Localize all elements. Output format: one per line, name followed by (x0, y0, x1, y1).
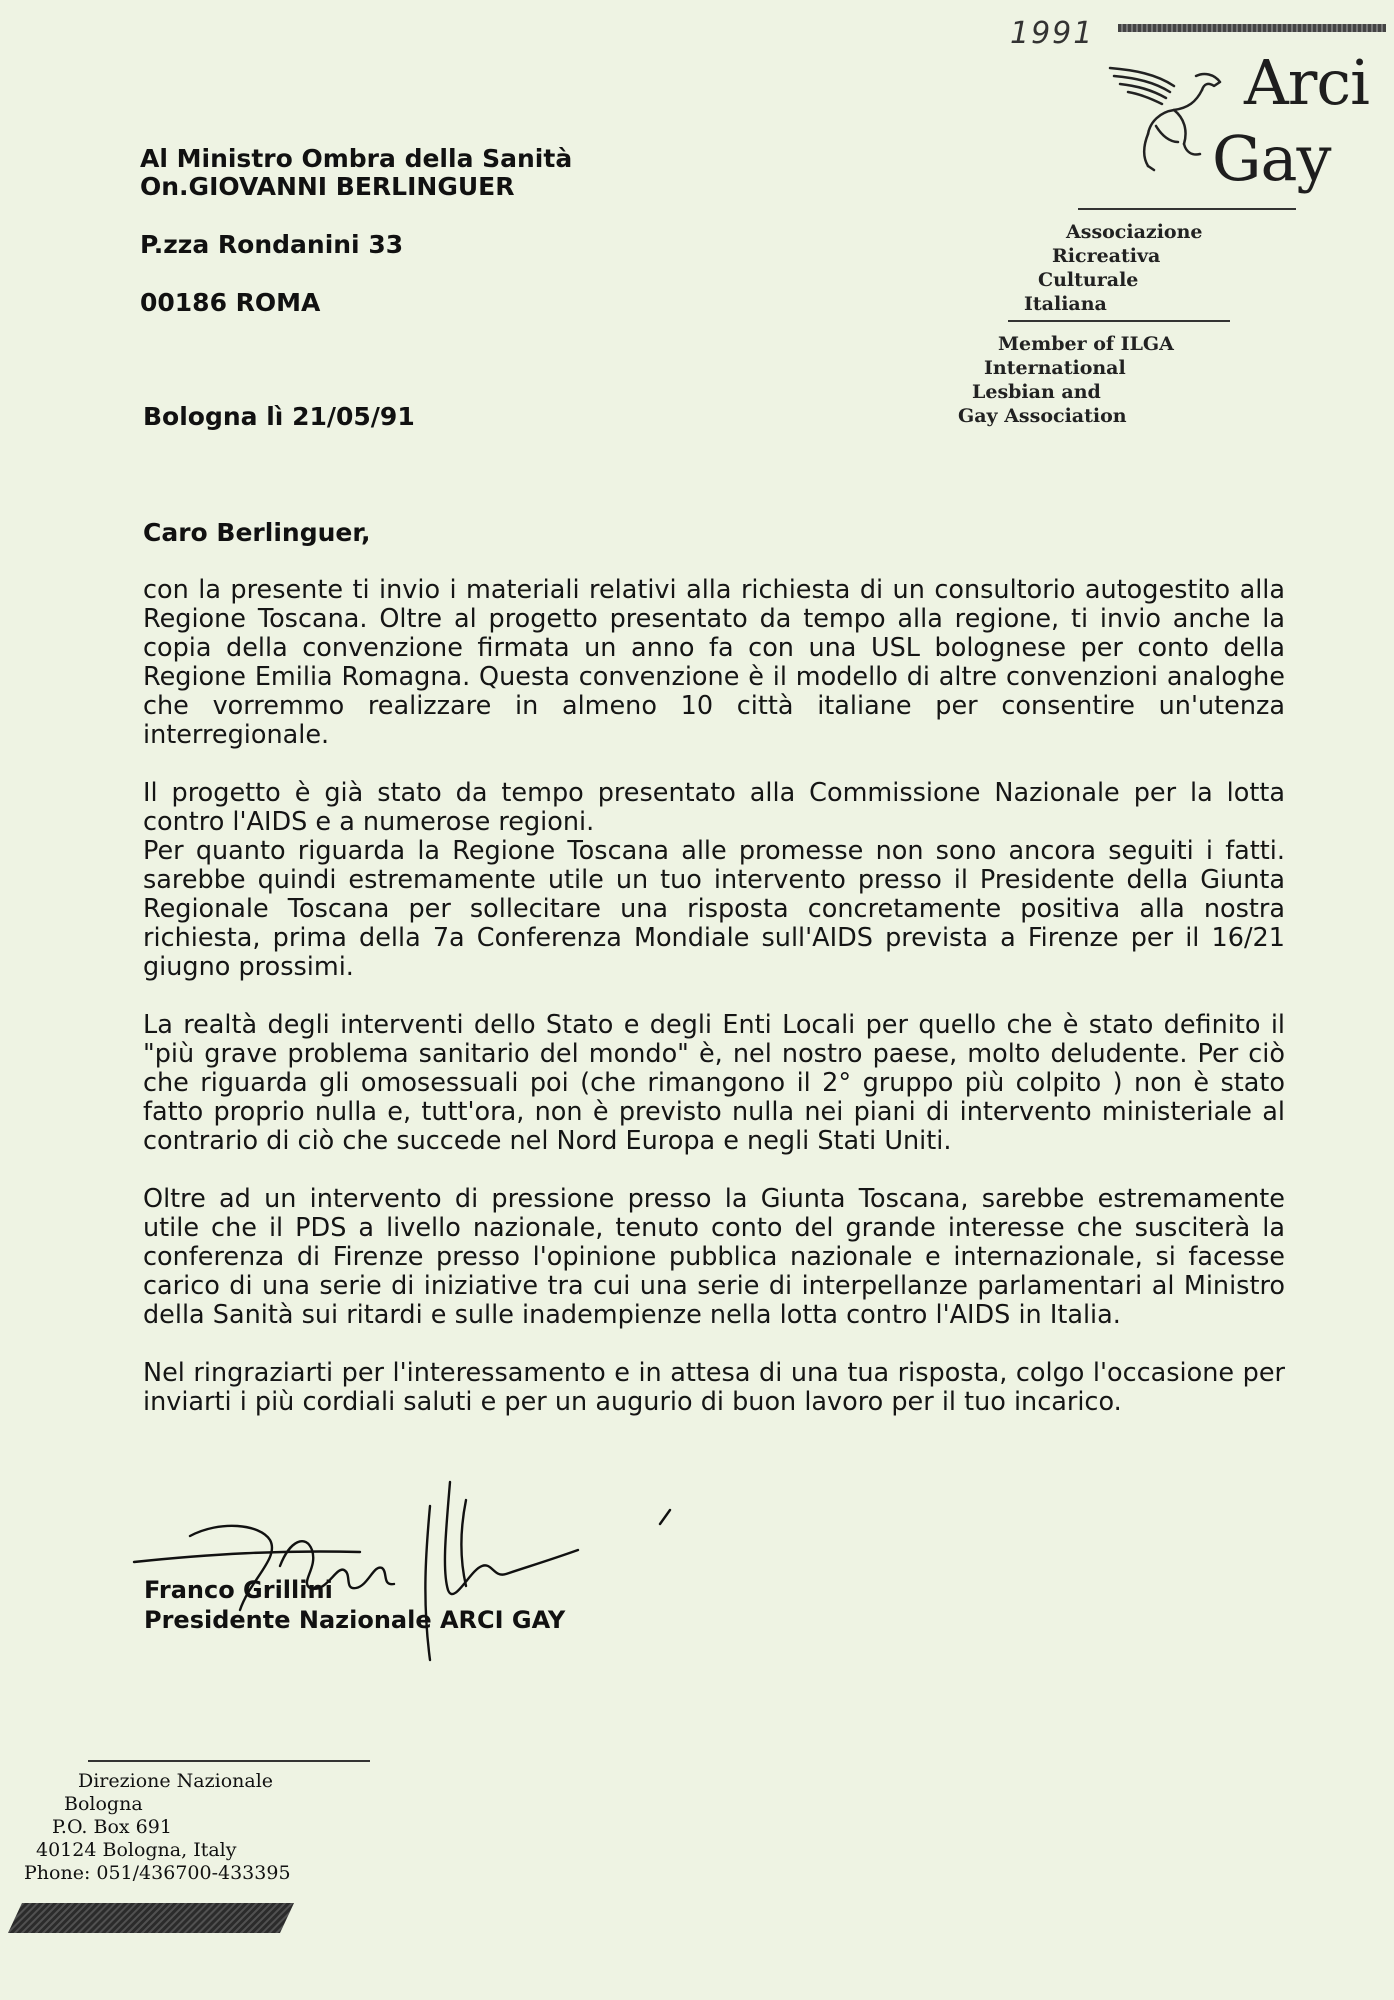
org-name-line-1: Associazione (1066, 221, 1203, 243)
paragraph-2: Il progetto è già stato da tempo presentato alla Commissione Nazionale per la lotta contro l'AIDS e a numerose regioni. (143, 778, 1285, 837)
org-name-line-2: Ricreativa (1052, 245, 1161, 267)
letterhead-rule-top (1078, 208, 1296, 210)
org-name-line-4: Italiana (1024, 293, 1107, 315)
paragraph-4: La realtà degli interventi dello Stato e degli Enti Locali per quello che è stato definito il "più grave problema sanitario del mondo" è, nel nostro paese, molto deludente. Per ciò che riguarda gli omosessuali poi (che rimangono il 2° gruppo più colpito ) non è stato fatto proprio nulla e, tutt'ora, non è previsto nulla nei piani di intervento ministeriale al contrario di ciò che succede nel Nord Europa e negli Stati Uniti. (143, 1010, 1285, 1156)
recipient-street: P.zza Rondanini 33 (140, 230, 404, 259)
recipient-line-2: On.GIOVANNI BERLINGUER (140, 172, 515, 201)
footer-rule (88, 1760, 370, 1762)
letterhead-rule-middle (1008, 320, 1230, 322)
footer-line-5: Phone: 051/436700-433395 (24, 1862, 291, 1884)
paragraph-6: Nel ringraziarti per l'interessamento e in attesa di una tua risposta, colgo l'occasione per inviarti i più cordiali saluti e per un augurio di buon lavoro per il tuo incarico. (143, 1358, 1285, 1417)
member-line-3: Lesbian and (972, 381, 1101, 403)
footer-bar (8, 1903, 294, 1933)
letter-body (143, 576, 1285, 1417)
letterhead-top-bar (1118, 24, 1386, 32)
member-line-1: Member of ILGA (998, 333, 1174, 355)
member-line-2: International (984, 357, 1126, 379)
handwritten-signature-icon (130, 1470, 700, 1670)
logo-wordmark-gay: Gay (1212, 122, 1331, 195)
paragraph-5: Oltre ad un intervento di pressione presso la Giunta Toscana, sarebbe estremamente utile che il PDS a livello nazionale, tenuto conto del grande interesse che susciterà la conferenza di Firenze presso l'opinione pubblica nazionale e internazionale, si facesse carico di una serie di iniziative tra cui una serie di interpellanze parlamentari al Ministro della Sanità sui ritardi e sulle inadempienze nella lotta contro l'AIDS in Italia. (143, 1184, 1285, 1330)
paragraph-1: con la presente ti invio i materiali relativi alla richiesta di un consultorio autogestito alla Regione Toscana. Oltre al progetto presentato da tempo alla regione, ti invio anche la copia della convenzione firmata un anno fa con una USL bolognese per conto della Regione Emilia Romagna. Questa convenzione è il modello di altre convenzioni analoghe che vorremmo realizzare in almeno 10 città italiane per consentire un'utenza interregionale. (143, 575, 1285, 750)
footer-line-1: Direzione Nazionale (78, 1770, 274, 1792)
pegasus-logo-icon (1104, 56, 1224, 176)
signer-name: Franco Grillini (144, 1576, 333, 1604)
org-name-line-3: Culturale (1038, 269, 1139, 291)
salutation: Caro Berlinguer, (143, 518, 371, 547)
footer-line-4: 40124 Bologna, Italy (36, 1839, 237, 1861)
paragraph-3: Per quanto riguarda la Regione Toscana alle promesse non sono ancora seguiti i fatti. sarebbe quindi estremamente utile un tuo intervento presso il Presidente della Giunta Regionale Toscana per sollecitare una risposta concretamente positiva alla nostra richiesta, prima della 7a Conferenza Mondiale sull'AIDS prevista a Firenze per il 16/21 giugno prossimi. (143, 836, 1285, 982)
footer-line-2: Bologna (64, 1793, 143, 1815)
logo-wordmark-arci: Arci (1244, 46, 1369, 119)
handwritten-year-note: 1991 (1010, 16, 1095, 51)
recipient-city: 00186 ROMA (140, 288, 321, 317)
member-line-4: Gay Association (958, 405, 1127, 427)
signer-title: Presidente Nazionale ARCI GAY (144, 1606, 566, 1634)
recipient-line-1: Al Ministro Ombra della Sanità (140, 144, 573, 173)
footer-line-3: P.O. Box 691 (52, 1816, 172, 1838)
date-line: Bologna lì 21/05/91 (143, 402, 415, 431)
